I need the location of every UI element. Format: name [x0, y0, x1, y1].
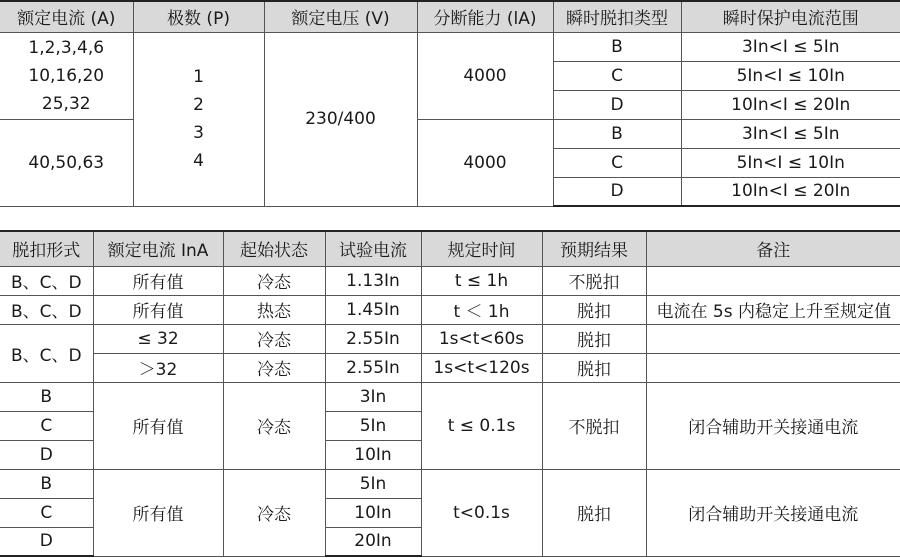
- time-cell: t<0.1s: [421, 469, 542, 556]
- note-cell: 闭合辅助开关接通电流: [646, 469, 900, 556]
- note-cell: 闭合辅助开关接通电流: [646, 382, 900, 469]
- time-cell: t ＜ 1h: [421, 295, 542, 324]
- result-cell: 不脱扣: [542, 382, 646, 469]
- rated-current-value: 1,2,3,4,6: [28, 37, 105, 58]
- header-rated-voltage: 额定电压 (V): [264, 1, 417, 32]
- pole-value: 1: [193, 67, 204, 87]
- trip-type-cell: C: [553, 148, 681, 177]
- trip-type-cell: C: [553, 61, 681, 90]
- test-current-cell: 2.55In: [325, 353, 421, 382]
- pole-value: 3: [193, 123, 204, 143]
- table-row: [0, 469, 900, 498]
- table-row: [0, 32, 900, 61]
- current-cell: ≤ 32: [93, 324, 223, 353]
- current-cell: 所有值: [93, 469, 223, 556]
- table-row: [0, 353, 900, 382]
- rating-table-header: [0, 1, 900, 32]
- rating-table: [0, 0, 900, 207]
- table-row: [0, 382, 900, 411]
- range-cell: 10In<I ≤ 20In: [681, 90, 900, 119]
- test-current-cell: 3In: [325, 382, 421, 411]
- header-trip-type: 瞬时脱扣类型: [553, 1, 681, 32]
- rated-voltage-cell: 230/400: [264, 32, 417, 206]
- test-current-cell: 10In: [325, 498, 421, 527]
- state-cell: 冷态: [223, 382, 325, 469]
- poles-cell: [133, 32, 264, 206]
- result-cell: 不脱扣: [542, 266, 646, 295]
- test-current-cell: 1.13In: [325, 266, 421, 295]
- breaking-capacity-1: 4000: [417, 32, 553, 119]
- result-cell: 脱扣: [542, 295, 646, 324]
- trip-form-cell: B: [0, 469, 93, 498]
- range-cell: 10In<I ≤ 20In: [681, 177, 900, 206]
- range-cell: 3In<I ≤ 5In: [681, 119, 900, 148]
- header-test-current: 试验电流: [325, 231, 421, 266]
- current-cell: 所有值: [93, 266, 223, 295]
- trip-type-cell: D: [553, 177, 681, 206]
- test-current-cell: 5In: [325, 411, 421, 440]
- result-cell: 脱扣: [542, 469, 646, 556]
- header-expected-result: 预期结果: [542, 231, 646, 266]
- note-cell: 电流在 5s 内稳定上升至规定值: [646, 295, 900, 324]
- note-cell: [646, 266, 900, 295]
- pole-value: 4: [193, 151, 204, 171]
- header-rated-current: 额定电流 (A): [0, 1, 133, 32]
- state-cell: 热态: [223, 295, 325, 324]
- time-cell: 1s<t<120s: [421, 353, 542, 382]
- result-cell: 脱扣: [542, 353, 646, 382]
- test-current-cell: 5In: [325, 469, 421, 498]
- trip-form-cell: D: [0, 440, 93, 469]
- current-cell: ＞32: [93, 353, 223, 382]
- range-cell: 5In<I ≤ 10In: [681, 61, 900, 90]
- note-cell: [646, 324, 900, 353]
- header-protection-range: 瞬时保护电流范围: [681, 1, 900, 32]
- trip-type-cell: B: [553, 119, 681, 148]
- state-cell: 冷态: [223, 469, 325, 556]
- trip-form-cell: C: [0, 411, 93, 440]
- test-current-cell: 2.55In: [325, 324, 421, 353]
- header-rated-current-ina: 额定电流 InA: [93, 231, 223, 266]
- test-table: [0, 230, 900, 557]
- test-current-cell: 20In: [325, 527, 421, 556]
- trip-form-cell: B、C、D: [0, 295, 93, 324]
- pole-value: 2: [193, 95, 204, 115]
- table-row: [0, 324, 900, 353]
- test-table-header: [0, 231, 900, 266]
- range-cell: 5In<I ≤ 10In: [681, 148, 900, 177]
- header-remarks: 备注: [646, 231, 900, 266]
- table-row: [0, 266, 900, 295]
- current-cell: 所有值: [93, 382, 223, 469]
- trip-form-cell: D: [0, 527, 93, 556]
- trip-type-cell: B: [553, 32, 681, 61]
- header-breaking-capacity: 分断能力 (lA): [417, 1, 553, 32]
- trip-form-cell: C: [0, 498, 93, 527]
- state-cell: 冷态: [223, 353, 325, 382]
- rated-current-value: 25,32: [41, 93, 91, 114]
- header-trip-form: 脱扣形式: [0, 231, 93, 266]
- rated-current-group-1: [0, 32, 133, 119]
- note-cell: [646, 353, 900, 382]
- breaking-capacity-2: 4000: [417, 119, 553, 206]
- table-row: [0, 295, 900, 324]
- time-cell: t ≤ 1h: [421, 266, 542, 295]
- state-cell: 冷态: [223, 266, 325, 295]
- result-cell: 脱扣: [542, 324, 646, 353]
- trip-type-cell: D: [553, 90, 681, 119]
- trip-form-cell: B、C、D: [0, 266, 93, 295]
- test-current-cell: 10In: [325, 440, 421, 469]
- rated-current-group-2: 40,50,63: [0, 119, 133, 206]
- rated-current-value: 10,16,20: [28, 65, 105, 86]
- trip-form-cell: B: [0, 382, 93, 411]
- time-cell: 1s<t<60s: [421, 324, 542, 353]
- range-cell: 3In<I ≤ 5In: [681, 32, 900, 61]
- time-cell: t ≤ 0.1s: [421, 382, 542, 469]
- header-specified-time: 规定时间: [421, 231, 542, 266]
- state-cell: 冷态: [223, 324, 325, 353]
- current-cell: 所有值: [93, 295, 223, 324]
- test-current-cell: 1.45In: [325, 295, 421, 324]
- header-initial-state: 起始状态: [223, 231, 325, 266]
- trip-form-cell: B、C、D: [0, 324, 93, 382]
- header-poles: 极数 (P): [133, 1, 264, 32]
